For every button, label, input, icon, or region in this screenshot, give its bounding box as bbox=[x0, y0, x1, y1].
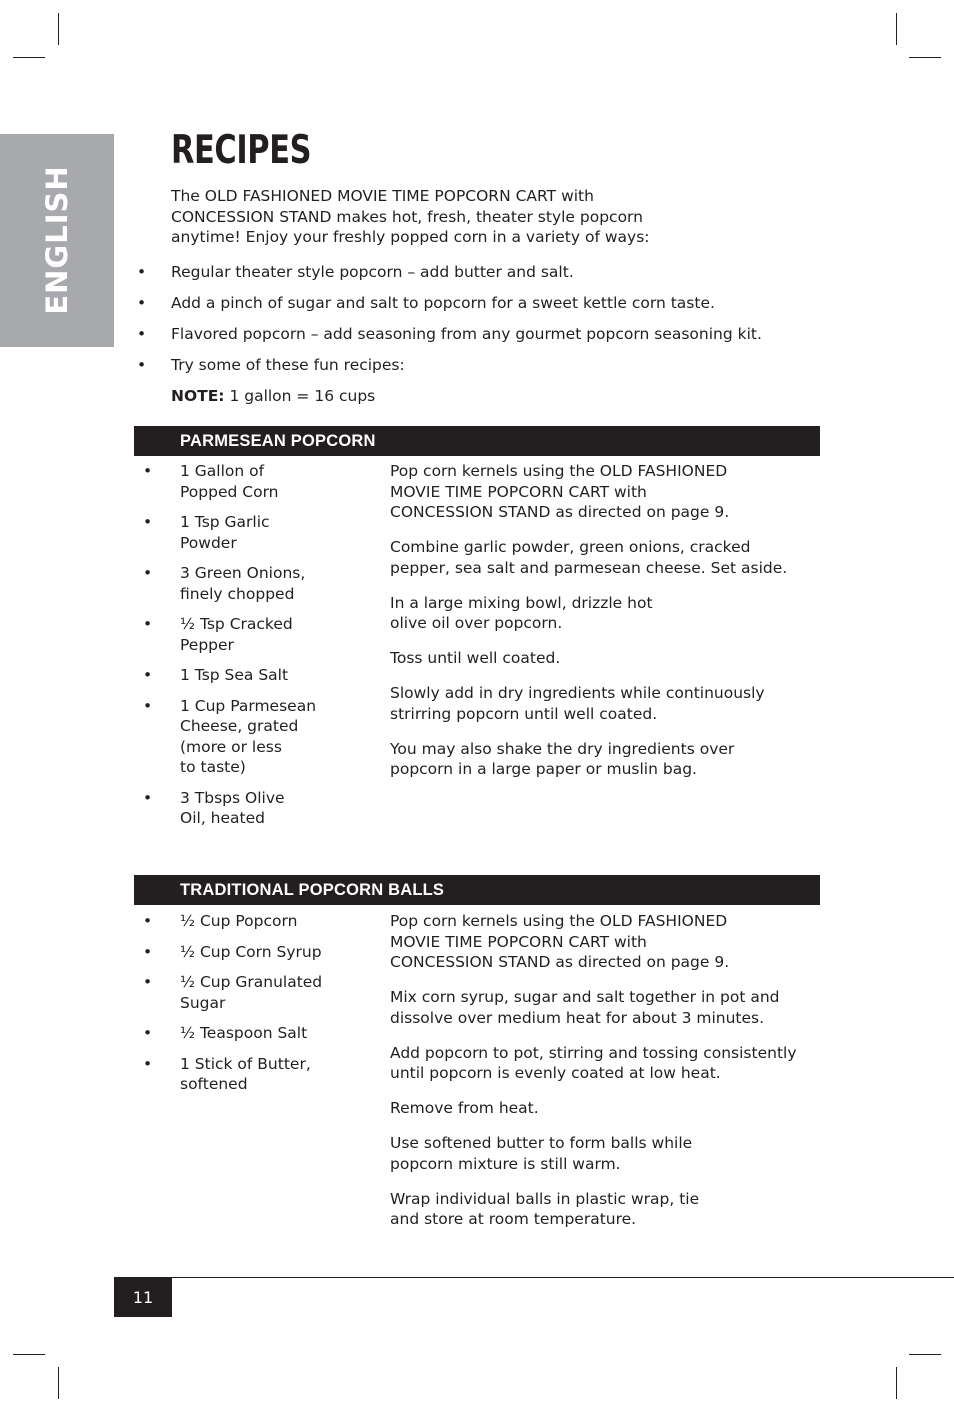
list-item bbox=[135, 355, 835, 386]
step-line: In a large mixing bowl, drizzle hot bbox=[390, 593, 653, 612]
ingredient-item bbox=[143, 512, 343, 553]
ingredient-item bbox=[143, 972, 343, 1013]
crop-mark bbox=[896, 13, 897, 45]
ingredient-item bbox=[143, 665, 343, 686]
recipe-header-bar bbox=[134, 875, 820, 905]
ingredient-line: 1 Stick of Butter, bbox=[180, 1054, 311, 1073]
crop-mark bbox=[13, 57, 45, 58]
step-line: Combine garlic powder, green onions, cracked bbox=[390, 538, 751, 556]
bullet: • bbox=[143, 1054, 153, 1073]
ingredient-line: ½ Cup Popcorn bbox=[180, 912, 298, 930]
crop-mark bbox=[58, 13, 59, 45]
step-line: Slowly add in dry ingredients while continuously bbox=[390, 684, 765, 702]
step-line: and store at room temperature. bbox=[390, 1210, 637, 1228]
step-line: Remove from heat. bbox=[390, 1099, 539, 1117]
step-line: until popcorn is evenly coated at low heat. bbox=[390, 1064, 721, 1082]
bullet: • bbox=[143, 788, 153, 807]
step-line: olive oil over popcorn. bbox=[390, 614, 563, 632]
bullet: • bbox=[137, 294, 147, 312]
bullet: • bbox=[143, 462, 153, 480]
page-number-box bbox=[114, 1278, 172, 1317]
ingredient-item bbox=[143, 614, 343, 655]
ingredient-line: 1 Tsp Garlic bbox=[180, 513, 270, 531]
ingredient-line: Powder bbox=[180, 533, 237, 552]
ingredient-line: Popped Corn bbox=[180, 482, 279, 501]
bullet: • bbox=[143, 696, 153, 715]
ingredient-item bbox=[143, 1054, 343, 1095]
bullet: • bbox=[143, 973, 153, 991]
step-line: You may also shake the dry ingredients over bbox=[390, 739, 735, 758]
recipe-step bbox=[390, 987, 820, 1028]
crop-mark bbox=[58, 1367, 59, 1399]
language-tab-label: ENGLISH bbox=[40, 165, 74, 315]
ingredient-item bbox=[143, 1023, 343, 1044]
ingredient-line: 1 Tsp Sea Salt bbox=[180, 666, 289, 684]
list-item-text: Flavored popcorn – add seasoning from any gourmet popcorn seasoning kit. bbox=[171, 325, 762, 343]
step-line: MOVIE TIME POPCORN CART with bbox=[390, 482, 647, 501]
step-line: popcorn in a large paper or muslin bag. bbox=[390, 760, 697, 778]
recipe-title: PARMESEAN POPCORN bbox=[180, 432, 376, 450]
step-line: strirring popcorn until well coated. bbox=[390, 704, 658, 723]
page-number: 11 bbox=[132, 1288, 154, 1307]
recipe-step bbox=[390, 1043, 820, 1084]
ingredient-line: (more or less bbox=[180, 737, 282, 756]
recipe-step bbox=[390, 683, 820, 724]
note-text: 1 gallon = 16 cups bbox=[224, 387, 376, 405]
bullet: • bbox=[143, 912, 153, 930]
ingredient-item bbox=[143, 942, 343, 963]
step-line: Mix corn syrup, sugar and salt together in pot and bbox=[390, 988, 780, 1006]
ingredient-item bbox=[143, 911, 343, 932]
recipe-step bbox=[390, 1189, 820, 1230]
step-line: pepper, sea salt and parmesean cheese. Set aside. bbox=[390, 558, 788, 577]
ingredient-line: ½ Tsp Cracked bbox=[180, 615, 293, 633]
ingredient-line: Sugar bbox=[180, 993, 226, 1012]
step-line: CONCESSION STAND as directed on page 9. bbox=[390, 953, 730, 971]
crop-mark bbox=[896, 1367, 897, 1399]
ingredient-list bbox=[143, 461, 343, 839]
recipe-step bbox=[390, 537, 820, 578]
bullet: • bbox=[143, 615, 153, 633]
crop-mark bbox=[909, 57, 941, 58]
bullet: • bbox=[137, 356, 147, 374]
recipe-steps bbox=[390, 461, 820, 794]
list-item-text: Regular theater style popcorn – add butter and salt. bbox=[171, 263, 574, 281]
recipe-step bbox=[390, 593, 820, 634]
recipe-step bbox=[390, 739, 820, 780]
step-line: Pop corn kernels using the OLD FASHIONED bbox=[390, 462, 728, 480]
crop-mark bbox=[909, 1354, 941, 1355]
bullet: • bbox=[143, 1024, 153, 1042]
bullet: • bbox=[143, 564, 153, 582]
recipe-step bbox=[390, 648, 820, 669]
ingredient-item bbox=[143, 696, 343, 778]
bullet: • bbox=[143, 666, 153, 684]
ingredient-line: to taste) bbox=[180, 758, 246, 776]
ingredient-line: 1 Cup Parmesean bbox=[180, 696, 317, 715]
intro-line: CONCESSION STAND makes hot, fresh, theater style popcorn bbox=[171, 207, 643, 226]
recipe-header-bar bbox=[134, 426, 820, 456]
ingredient-item bbox=[143, 461, 343, 502]
recipe-step bbox=[390, 461, 820, 523]
step-line: Pop corn kernels using the OLD FASHIONED bbox=[390, 912, 728, 930]
bullet: • bbox=[137, 263, 147, 281]
recipe-step bbox=[390, 1133, 820, 1174]
ingredient-line: 3 Green Onions, bbox=[180, 564, 306, 582]
bullet: • bbox=[143, 513, 153, 531]
intro-paragraph bbox=[171, 186, 731, 248]
ingredient-line: finely chopped bbox=[180, 584, 295, 603]
step-line: Toss until well coated. bbox=[390, 649, 561, 667]
intro-line: anytime! Enjoy your freshly popped corn in a variety of ways: bbox=[171, 228, 650, 246]
intro-line: The OLD FASHIONED MOVIE TIME POPCORN CART with bbox=[171, 187, 594, 205]
ingredient-line: Oil, heated bbox=[180, 809, 265, 827]
footer-rule bbox=[114, 1277, 954, 1278]
crop-mark bbox=[13, 1354, 45, 1355]
step-line: dissolve over medium heat for about 3 minutes. bbox=[390, 1008, 765, 1027]
ingredient-line: 3 Tbsps Olive bbox=[180, 788, 285, 807]
bullet: • bbox=[143, 942, 153, 961]
recipe-title: TRADITIONAL POPCORN BALLS bbox=[180, 881, 445, 899]
ingredient-item bbox=[143, 563, 343, 604]
note bbox=[171, 386, 375, 407]
ingredient-line: ½ Cup Granulated bbox=[180, 973, 323, 991]
ingredient-line: ½ Teaspoon Salt bbox=[180, 1024, 308, 1042]
recipe-step bbox=[390, 1098, 820, 1119]
list-item bbox=[135, 293, 835, 324]
ingredient-line: softened bbox=[180, 1075, 248, 1093]
language-tab bbox=[0, 134, 114, 347]
list-item-text: Try some of these fun recipes: bbox=[171, 356, 405, 374]
ingredient-item bbox=[143, 788, 343, 829]
ingredient-line: Pepper bbox=[180, 635, 234, 654]
serving-ideas-list bbox=[135, 262, 835, 386]
step-line: Add popcorn to pot, stirring and tossing consistently bbox=[390, 1043, 797, 1062]
step-line: Use softened butter to form balls while bbox=[390, 1134, 693, 1152]
step-line: CONCESSION STAND as directed on page 9. bbox=[390, 503, 730, 521]
list-item-text: Add a pinch of sugar and salt to popcorn for a sweet kettle corn taste. bbox=[171, 294, 715, 312]
step-line: Wrap individual balls in plastic wrap, tie bbox=[390, 1189, 700, 1208]
ingredient-line: ½ Cup Corn Syrup bbox=[180, 942, 322, 961]
step-line: popcorn mixture is still warm. bbox=[390, 1154, 621, 1173]
note-label: NOTE: bbox=[171, 387, 225, 405]
recipe-step bbox=[390, 911, 820, 973]
ingredient-line: Cheese, grated bbox=[180, 717, 299, 735]
step-line: MOVIE TIME POPCORN CART with bbox=[390, 932, 647, 951]
list-item bbox=[135, 262, 835, 293]
list-item bbox=[135, 324, 835, 355]
page-title: RECIPES bbox=[171, 128, 312, 173]
ingredient-line: 1 Gallon of bbox=[180, 462, 265, 480]
bullet: • bbox=[137, 325, 147, 343]
ingredient-list bbox=[143, 911, 343, 1105]
recipe-steps bbox=[390, 911, 820, 1244]
